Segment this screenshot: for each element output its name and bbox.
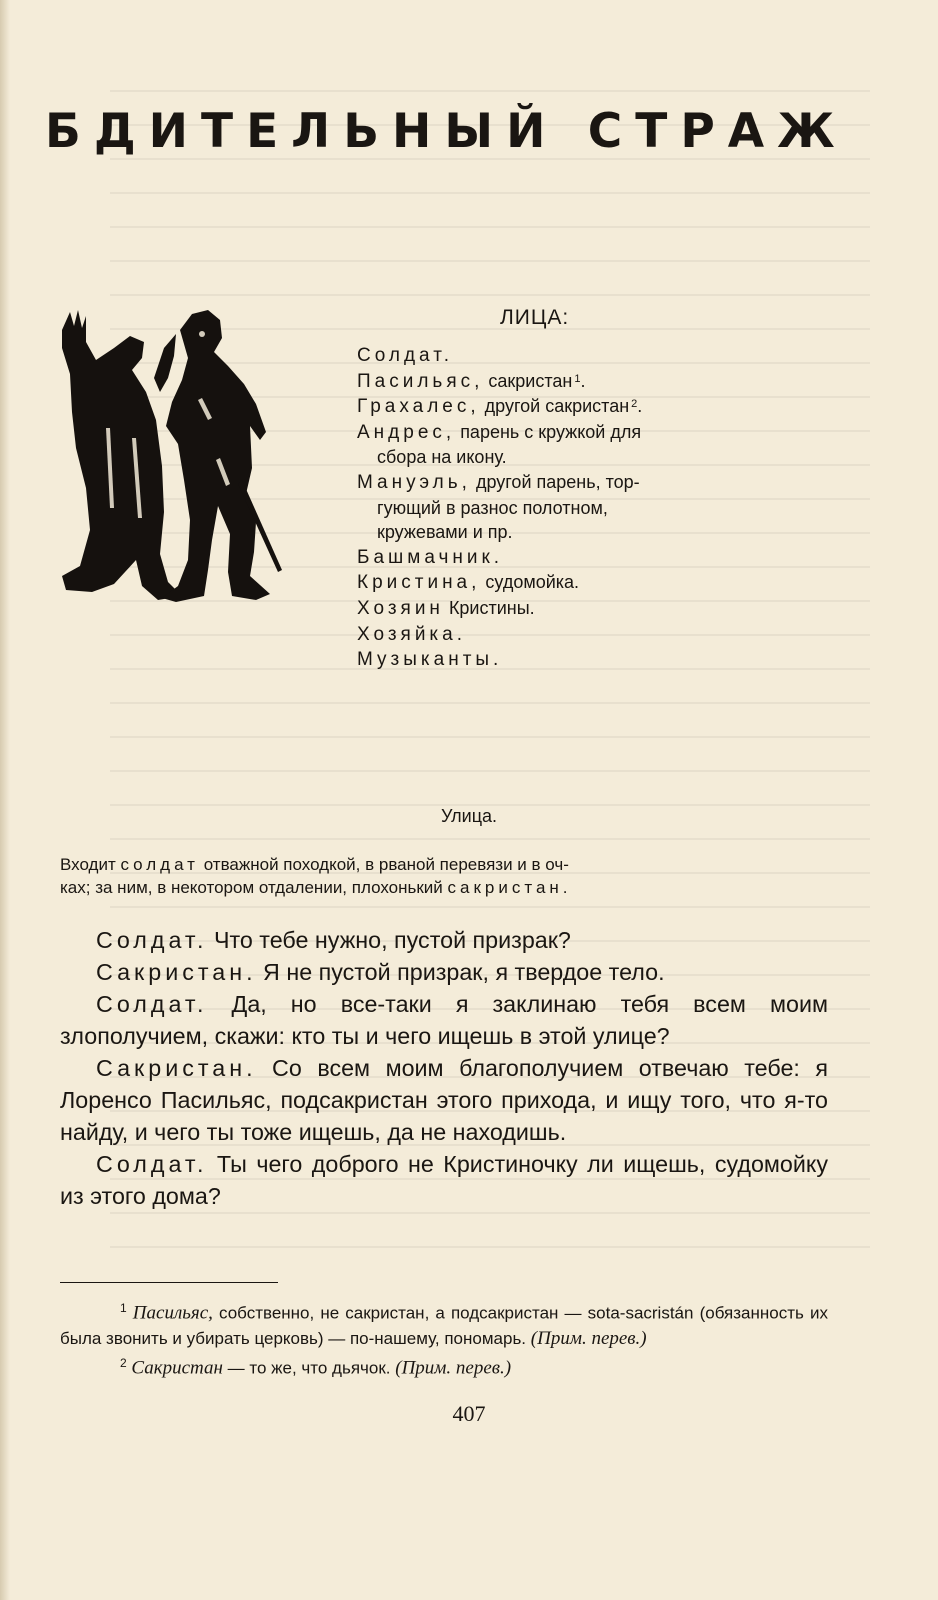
cast-name: Башмачник. xyxy=(357,546,504,568)
cast-entry xyxy=(357,420,827,446)
line-text: Да, но все-таки я заклинаю тебя всем моим злополучием, скажи: кто ты и чего ищешь в этой улице? xyxy=(60,991,828,1049)
cast-list xyxy=(357,343,827,673)
line-text: Ты чего доброго не Кристиночку ли ищешь, судомойку из этого дома? xyxy=(60,1151,828,1209)
dialogue xyxy=(60,924,828,1212)
footnote xyxy=(60,1351,828,1381)
stage-character: сакристан. xyxy=(447,878,572,897)
footnote-marker: 2 xyxy=(631,398,638,411)
footnote-text: собственно, не сакристан, а подсакристан — sota-sacristán (обязанность их была звонить и убирать церковь) — по-нашему, пономарь. xyxy=(60,1303,828,1348)
stage-line xyxy=(60,876,822,899)
cast-entry xyxy=(357,596,827,622)
speaker: Солдат. xyxy=(96,1151,208,1177)
footnote-note: (Прим. перев.) xyxy=(530,1327,647,1349)
cast-entry xyxy=(357,343,827,369)
speaker: Солдат. xyxy=(96,991,208,1017)
page-number: 407 xyxy=(452,1401,486,1426)
cast-entry xyxy=(357,369,827,395)
footnote-number: 1 xyxy=(120,1301,127,1315)
cast-name: Кристина, xyxy=(357,572,481,594)
stage-line xyxy=(60,853,822,876)
cast-entry xyxy=(357,622,827,648)
cast-tail: . xyxy=(637,396,643,417)
dialogue-line xyxy=(60,1052,828,1148)
footnote xyxy=(60,1296,828,1351)
cast-name: Солдат. xyxy=(357,345,454,366)
cast-desc: другой сакристан xyxy=(484,396,630,417)
woodcut-illustration xyxy=(52,308,300,616)
cast-name: Музыканты. xyxy=(357,649,503,671)
stage-text: ках; за ним, в некотором отдалении, плохонький xyxy=(60,878,443,897)
cast-tail: . xyxy=(580,370,586,391)
cast-desc: другой парень, тор- xyxy=(475,471,640,492)
cast-name: Пасильяс, xyxy=(357,370,484,392)
cast-name: Грахалес, xyxy=(357,396,480,418)
dialogue-line xyxy=(60,988,828,1052)
cast-desc-continuation: кружевами и пр. xyxy=(377,522,513,543)
line-text: Я не пустой призрак, я твердое тело. xyxy=(256,959,665,985)
cast-heading: ЛИЦА: xyxy=(500,306,570,329)
line-text: Что тебе нужно, пустой призрак? xyxy=(207,927,571,953)
cast-name: Хозяйка. xyxy=(357,623,467,645)
cast-name: Андрес, xyxy=(357,421,456,443)
dialogue-line xyxy=(60,1148,828,1212)
cast-entry xyxy=(357,570,827,596)
footnote-marker: 1 xyxy=(574,372,581,385)
stage-text: отважной походкой, в рваной перевязи и в оч- xyxy=(203,855,569,874)
dialogue-line xyxy=(60,924,828,956)
dialogue-line xyxy=(60,956,828,988)
footnote-note: (Прим. перев.) xyxy=(395,1357,512,1379)
cast-entry xyxy=(357,545,827,571)
line-text: Со всем моим благополучием отвечаю тебе: я Лоренсо Пасильяс, подсакристан этого прихода, и ищу того, что я-то найду, и чего ты тоже ищешь, да не находишь. xyxy=(60,1055,828,1145)
stage-character: солдат xyxy=(120,855,199,874)
cast-desc-continuation: сбора на икону. xyxy=(377,447,507,468)
stage-direction xyxy=(60,853,822,899)
stage-text: Входит xyxy=(60,855,116,874)
cast-desc-continuation: гующий в разнос полотном, xyxy=(377,497,608,518)
cast-entry xyxy=(357,647,827,673)
footnote-term: Сакристан xyxy=(131,1357,223,1379)
cast-entry xyxy=(357,470,827,496)
cast-desc: парень с кружкой для xyxy=(460,421,642,442)
footnotes xyxy=(60,1296,828,1380)
scene-heading: Улица. xyxy=(440,806,498,826)
footnote-term: Пасильяс, xyxy=(132,1302,213,1324)
cast-name: Хозяин xyxy=(357,597,444,619)
speaker: Сакристан. xyxy=(96,1055,257,1081)
page-title: БДИТЕЛЬНЫЙ СТРАЖ xyxy=(45,104,848,159)
cast-desc: сакристан xyxy=(488,370,573,391)
footnote-divider xyxy=(60,1282,278,1283)
speaker: Сакристан. xyxy=(96,959,257,985)
page-edge xyxy=(0,0,10,1600)
cast-desc: Кристины. xyxy=(448,597,535,618)
speaker: Солдат. xyxy=(96,927,208,953)
cast-name: Мануэль, xyxy=(357,471,471,493)
footnote-text: — то же, что дьячок. xyxy=(222,1358,391,1378)
cast-entry xyxy=(357,394,827,420)
footnote-number: 2 xyxy=(120,1355,127,1370)
cast-desc: судомойка. xyxy=(485,572,580,593)
